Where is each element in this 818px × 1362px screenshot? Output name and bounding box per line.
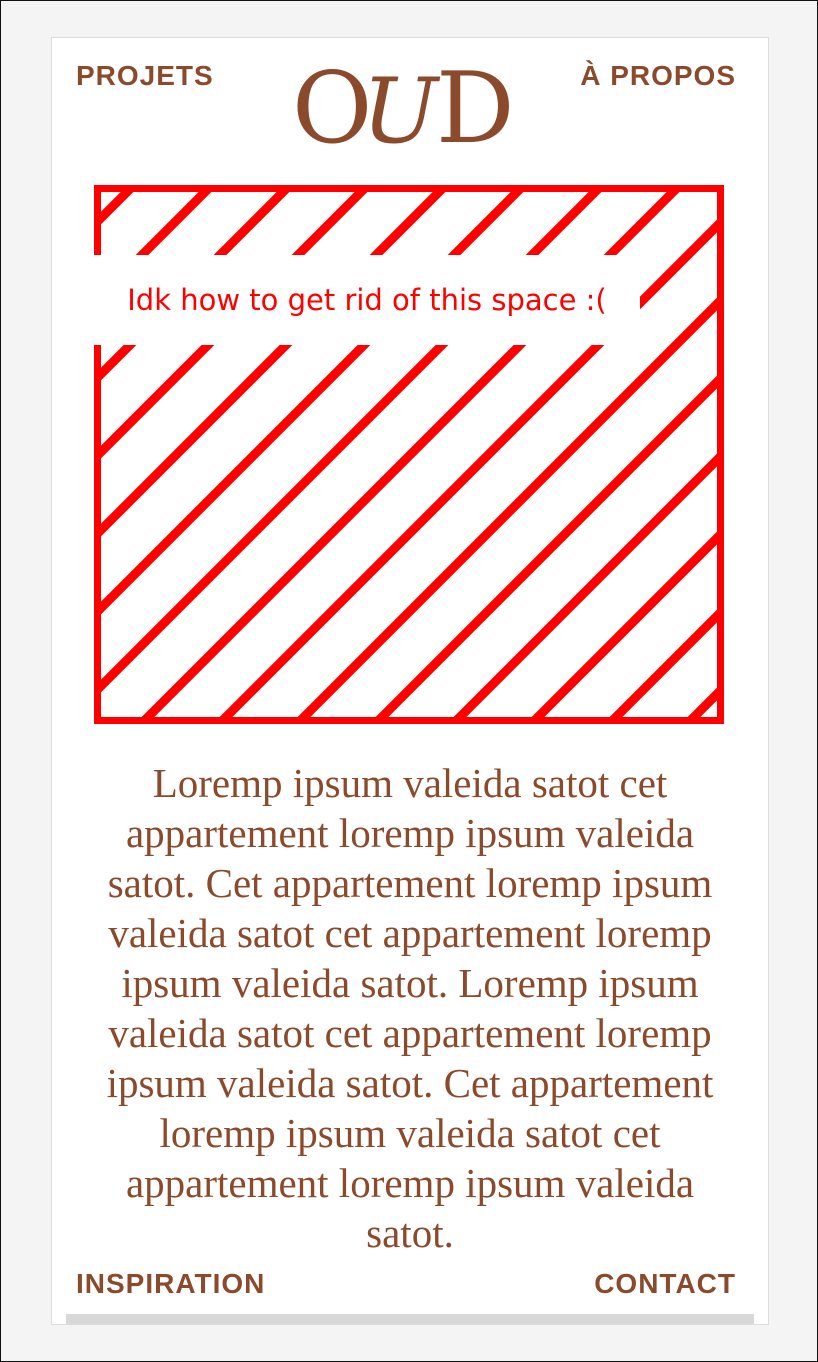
placeholder-note: Idk how to get rid of this space :( bbox=[94, 255, 640, 345]
nav-link-projets[interactable]: PROJETS bbox=[76, 60, 214, 91]
logo-letter-o: O bbox=[292, 52, 373, 150]
horizontal-scrollbar[interactable] bbox=[66, 1314, 754, 1324]
nav-link-contact[interactable]: CONTACT bbox=[594, 1268, 736, 1299]
logo-letter-d: D bbox=[436, 52, 515, 150]
oud-logo[interactable] bbox=[288, 50, 532, 150]
nav-link-inspiration[interactable]: INSPIRATION bbox=[76, 1268, 266, 1299]
logo-letter-u: U bbox=[362, 59, 438, 150]
nav-link-a-propos[interactable]: À PROPOS bbox=[580, 60, 736, 91]
page bbox=[51, 37, 769, 1325]
body-paragraph: Loremp ipsum valeida satot cet appartement loremp ipsum valeida satot. Cet appartement loremp ipsum valeida satot cet appartement loremp ipsum valeida satot. Loremp ipsum valeida satot cet appartement loremp ipsum valeida satot. Cet appartement loremp ipsum valeida satot cet appartement loremp ipsum valeida satot. bbox=[106, 760, 714, 1256]
